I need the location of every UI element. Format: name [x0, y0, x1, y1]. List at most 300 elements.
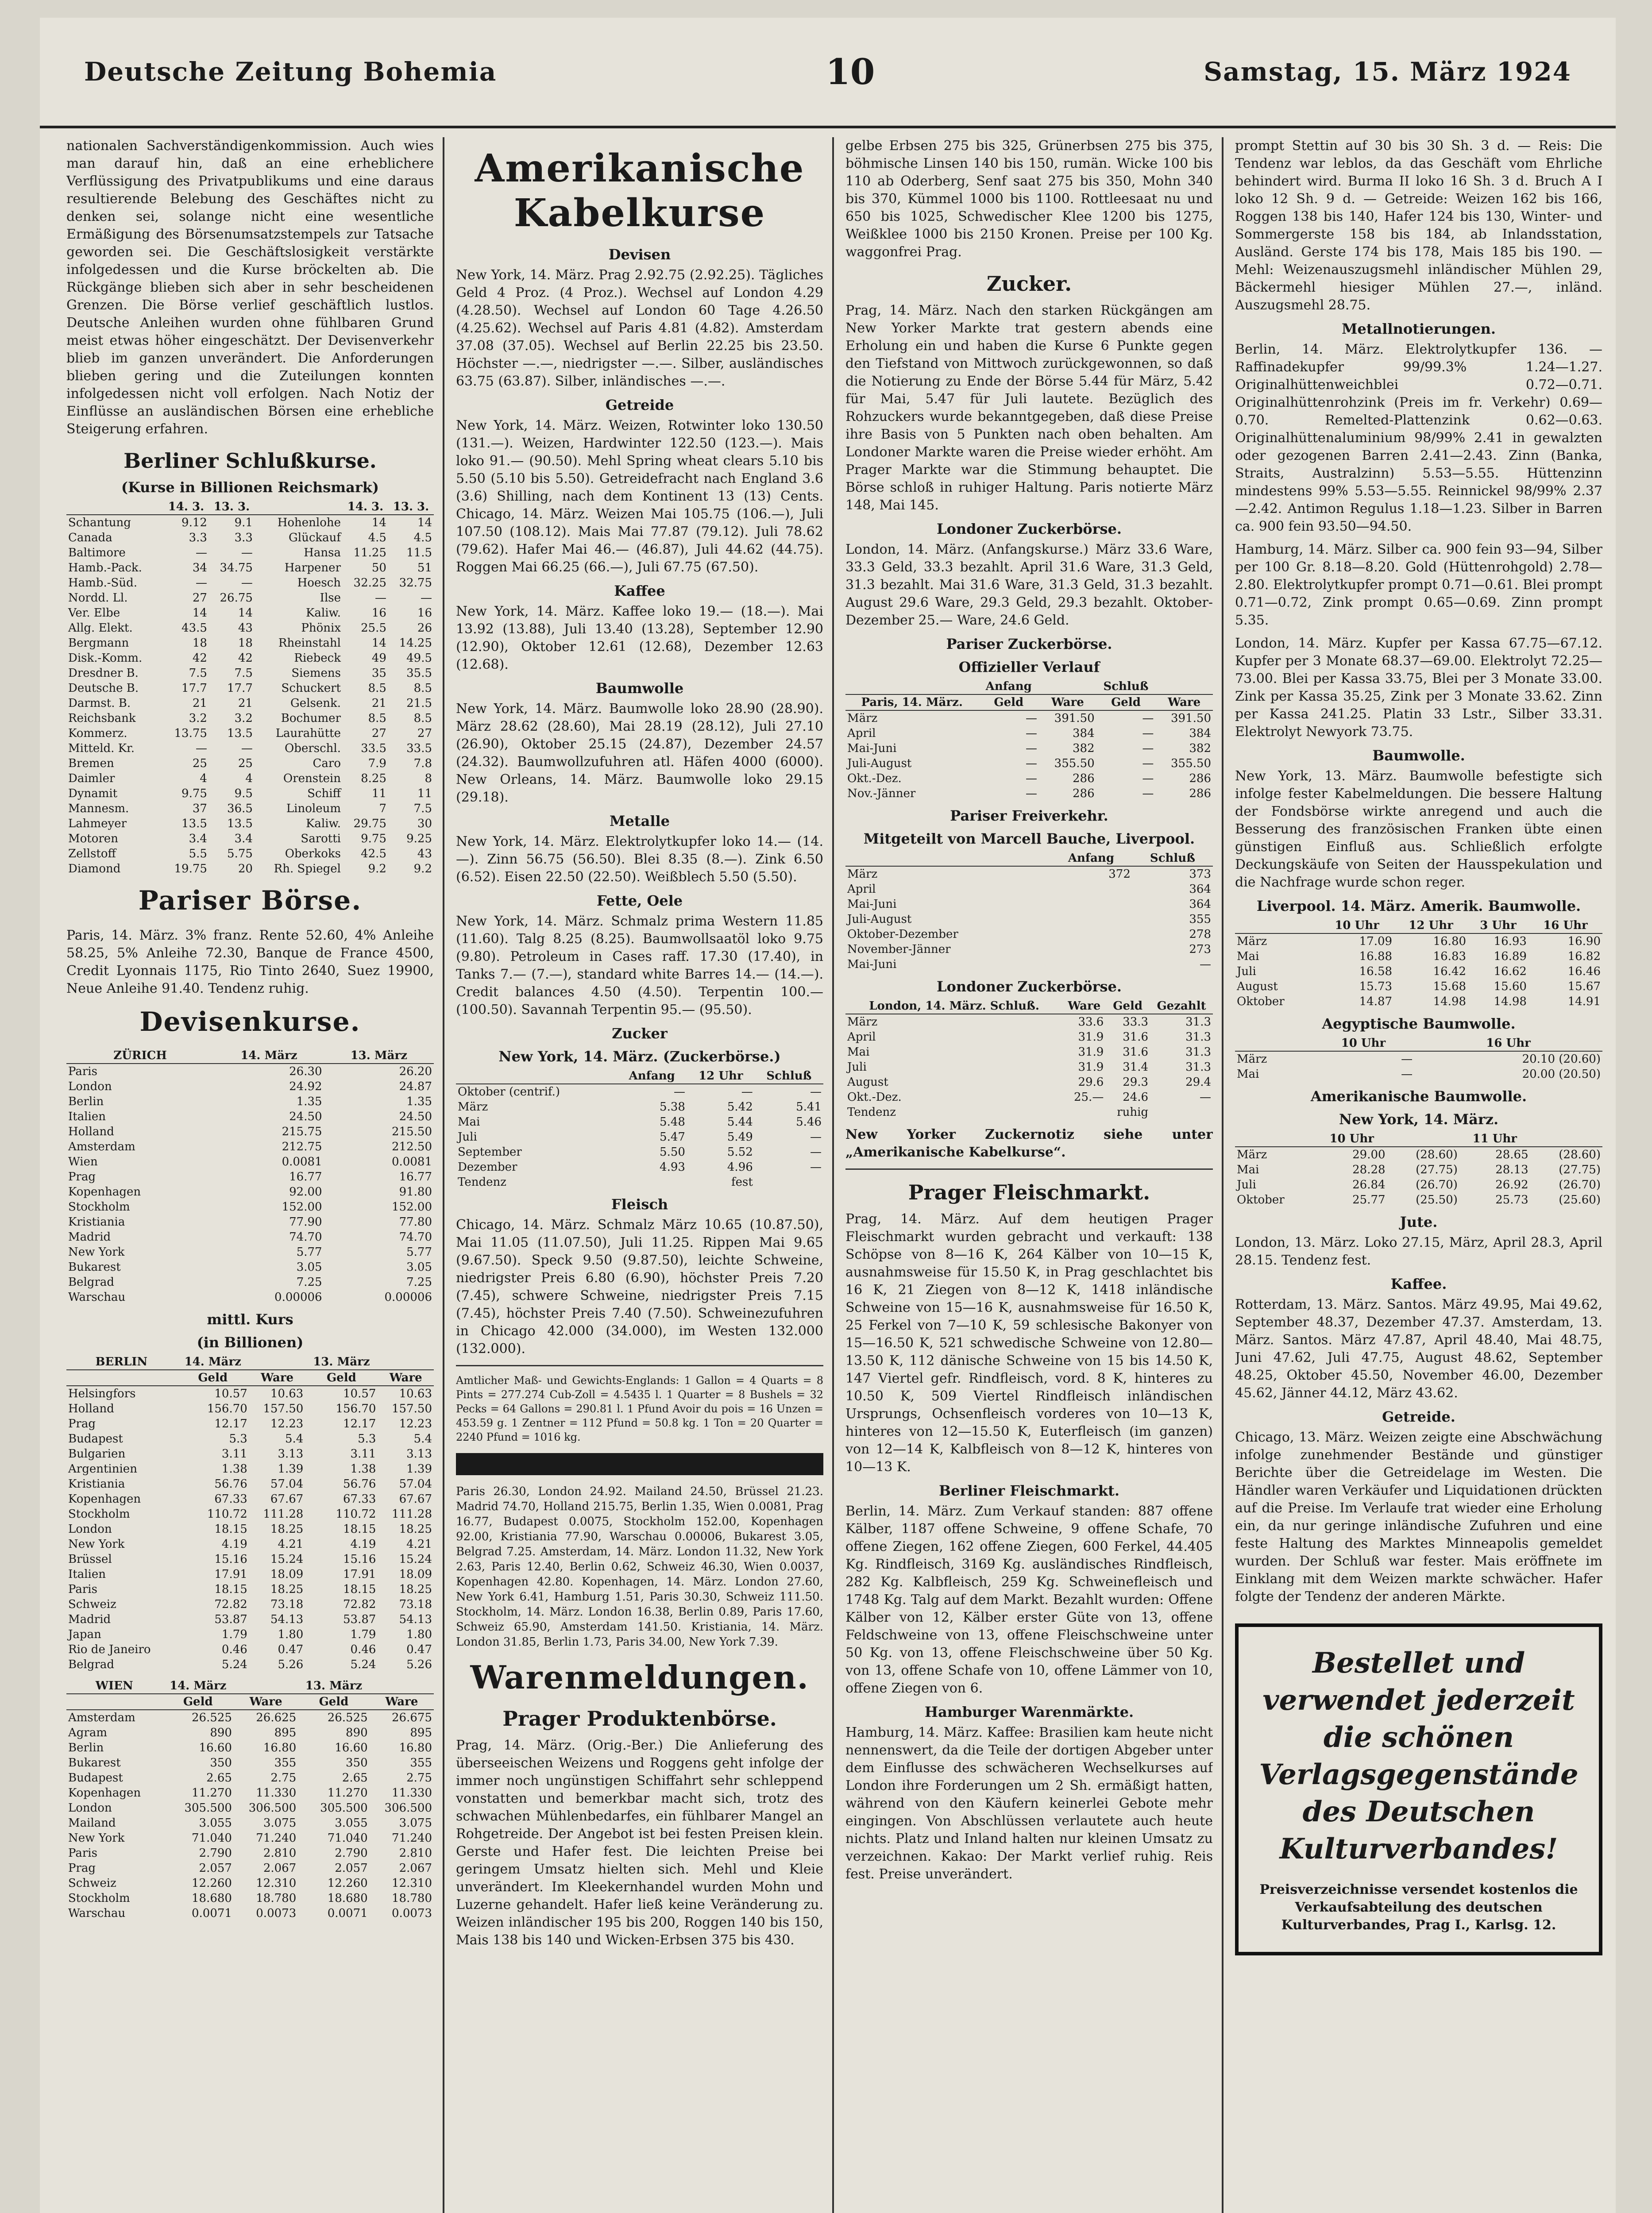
table-header-cell: BERLIN: [66, 1354, 177, 1370]
table-cell: 4.19: [221, 1538, 247, 1551]
table-header-cell: 12 Uhr: [687, 1068, 755, 1084]
table-cell: März: [458, 1100, 488, 1114]
table-cell: 14.91: [1567, 995, 1601, 1008]
table-cell: 14.98: [1433, 995, 1467, 1008]
subsection-heading: New York, 14. März. (Zuckerbörse.): [498, 1048, 781, 1065]
table-row: [66, 1906, 434, 1921]
page-number: 10: [826, 51, 875, 93]
table-cell: 11: [417, 787, 432, 800]
table-cell: 1.79: [350, 1628, 376, 1641]
table-header-cell: London, 14. März. Schluß.: [845, 999, 1063, 1014]
article-text: Hamburg, 14. März. Silber ca. 900 fein 93—94, Silber per 100 Gr. 8.18—8.20. Gold (Hüttenrohgold) 2.78—2.80. Elektrolytkupfer prompt 0.71—0.61. Blei prompt 0.71—0.72, Zink prompt 0.65—0.69. Zinn prompt 5.35.: [1235, 542, 1602, 628]
table-cell: 54.13: [270, 1613, 304, 1626]
table-cell: Okt.-Dez.: [847, 1091, 902, 1104]
table-cell: Disk.-Komm.: [68, 652, 143, 665]
table-cell: 33.5: [361, 742, 386, 755]
table-row: [66, 1214, 434, 1230]
table-cell: 2.810: [263, 1847, 297, 1860]
table-cell: —: [421, 591, 432, 605]
american-cotton-table: [1235, 1131, 1602, 1207]
subsection-heading: Liverpool. 14. März. Amerik. Baumwolle.: [1256, 898, 1581, 914]
table-cell: 29.00: [1352, 1148, 1386, 1161]
table-cell: Kristiania: [68, 1477, 125, 1491]
table-header-cell: 14. März: [214, 1048, 324, 1064]
table-cell: 31.9: [1078, 1045, 1104, 1059]
table-cell: 0.47: [406, 1643, 432, 1656]
table-header-cell: [66, 1370, 177, 1386]
table-cell: 28.65: [1495, 1148, 1528, 1161]
table-note: (in Billionen): [197, 1334, 304, 1351]
table-cell: 30: [417, 817, 432, 830]
table-cell: 72.82: [214, 1598, 247, 1611]
table-header-cell: Ware: [234, 1694, 298, 1710]
table-header-cell: Geld: [177, 1370, 249, 1386]
table-cell: 12.310: [256, 1877, 297, 1890]
table-cell: 12.260: [191, 1877, 232, 1890]
section-subheading: (Kurse in Billionen Reichsmark): [121, 479, 379, 496]
table-row: [845, 756, 1213, 771]
table-cell: (25.50): [1416, 1193, 1458, 1207]
table-cell: Stockholm: [68, 1507, 130, 1521]
table-cell: Hansa: [304, 546, 341, 559]
table-row: [845, 1014, 1213, 1029]
table-header-row: [456, 1068, 823, 1084]
table-cell: 16.80: [263, 1741, 297, 1754]
table-cell: 5.75: [227, 847, 253, 860]
article-text: New York, 14. März. Prag 2.92.75 (2.92.25). Tägliches Geld 4 Proz. (4 Proz.). Wechsel auf London 4.29 (4.28.50). Wechsel auf London 60 Tage 4.26.50 (4.25.62). Wechsel auf Paris 4.81 (4.82). Amsterdam 37.08 (37.05). Wechsel auf Berlin 22.25 bis 23.50. Höchster —.—, niedrigster —.—. Silber, ausländisches 63.75 (63.87). Silber, inländisches —.—.: [456, 267, 823, 389]
table-header-cell: [66, 499, 163, 515]
table-cell: 18.15: [214, 1583, 247, 1596]
subsection-heading: Kaffee: [614, 582, 665, 599]
table-cell: 350: [346, 1756, 368, 1770]
table-cell: 18.25: [399, 1523, 432, 1536]
table-row: [66, 1446, 434, 1461]
table-row: [66, 1416, 434, 1431]
table-cell: fest: [731, 1176, 753, 1189]
divider: [456, 1365, 823, 1366]
divider: [845, 1168, 1213, 1170]
table-row: [845, 1105, 1213, 1120]
table-row: [66, 1109, 434, 1124]
article-text: Berlin, 14. März. Elektrolytkupfer 136. — Raffinadekupfer 99/99.3% 1.24—1.27. Originalhüttenweichblei 0.72—0.71. Originalhüttenrohzink (Preis im fr. Verkehr) 0.69—0.70. Remelted-Plattenzink 0.62—0.63. Originalhüttenaluminium 98/99% 2.41 in gewalzten oder gezogenen Barren 2.41—2.43. Zinn (Banka, Straits, Australzinn) 5.53—5.55. Hüttenzinn mindestens 99% 5.53—5.55. Reinnickel 98/99% 2.37—2.42. Antimon Regulus 1.18—1.23. Silber in Barren ca. 900 fein 93.50—94.50.: [1235, 342, 1602, 534]
table-cell: 67.33: [214, 1492, 247, 1506]
table-cell: 3.3: [189, 531, 207, 544]
table-cell: [1063, 1105, 1105, 1120]
table-cell: 273: [1189, 943, 1211, 956]
table-cell: 16.89: [1494, 950, 1527, 963]
table-row: [66, 1154, 434, 1169]
table-cell: Bukarest: [68, 1261, 121, 1274]
subsection-heading: Jute.: [1400, 1214, 1438, 1230]
table-cell: 5.4: [285, 1432, 304, 1446]
table-cell: 355: [274, 1756, 297, 1770]
table-header-cell: [1155, 679, 1213, 694]
table-cell: [1050, 882, 1132, 897]
table-header-cell: 14. März: [177, 1354, 249, 1370]
table-cell: Juli: [1237, 1178, 1256, 1191]
table-cell: 9.12: [181, 516, 207, 529]
subsection-heading: Fette, Oele: [596, 892, 683, 909]
table-cell: 21: [238, 697, 253, 710]
table-cell: 152.00: [282, 1200, 322, 1214]
table-header-row: [66, 1694, 434, 1710]
table-cell: Stockholm: [68, 1892, 130, 1905]
table-row: [66, 1386, 434, 1401]
table-header-row: [845, 694, 1213, 710]
table-cell: 17.09: [1359, 935, 1393, 948]
table-cell: 5.26: [278, 1658, 304, 1671]
table-cell: 16.58: [1359, 965, 1393, 978]
table-cell: 18.25: [270, 1583, 304, 1596]
table-cell: Mai: [1237, 950, 1259, 963]
table-cell: 156.70: [336, 1402, 376, 1415]
table-header-cell: 14. 3.: [163, 499, 209, 515]
table-header-row: [1235, 1036, 1602, 1051]
table-row: [66, 560, 434, 575]
table-header-row: [66, 1048, 434, 1064]
subsection-heading: Hamburger Warenmärkte.: [924, 1704, 1134, 1720]
table-cell: New York: [68, 1831, 125, 1845]
table-cell: 27: [192, 591, 207, 605]
table-header-cell: Geld: [1096, 694, 1156, 710]
table-cell: 74.70: [399, 1230, 432, 1244]
table-cell: 16: [417, 606, 432, 620]
table-cell: Nordd. Ll.: [68, 591, 128, 605]
table-cell: 18: [238, 636, 253, 650]
table-cell: 9.2: [368, 862, 386, 875]
table-cell: 77.80: [399, 1215, 432, 1229]
table-cell: 71.040: [327, 1831, 368, 1845]
article-text: nationalen Sachverständigenkommission. Auch wies man darauf hin, daß an eine erheblichere Verflüssigung des Privatpublikums und eine daraus resultierende Belebung des Geschäftes nicht zu denken sei, solange nicht eine wesentliche Ermäßigung des Börsenumsatzstempels zur Tatsache geworden sei. Die Geschäftslosigkeit verstärkte infolgedessen und die Kurse bröckelten ab. Die Rückgänge blieben sich aber in sehr bescheidenen Grenzen. Die Börse verlief geschäftlich lustlos. Deutsche Anleihen wurden ohne fühlbaren Grund meist etwas höher eingeschätzt. Der Devisenverkehr blieb im ganzen unverändert. Die Anforderungen blieben gering und die Zuteilungen konnten infolgedessen nicht voll erfolgen. Nach Notiz der Einflüsse an ausländischen Börsen eine erhebliche Steigerung erfahren.: [66, 138, 434, 437]
table-cell: 2.65: [206, 1771, 232, 1785]
table-row: [66, 1184, 434, 1199]
table-cell: 3.055: [335, 1816, 368, 1830]
table-row: [1235, 1162, 1602, 1177]
table-cell: 36.5: [227, 802, 253, 815]
table-header-cell: Schluß: [1132, 851, 1213, 866]
table-cell: —: [1142, 727, 1154, 740]
table-cell: Rheinstahl: [278, 636, 341, 650]
table-row: [66, 756, 434, 771]
table-cell: —: [1026, 727, 1038, 740]
table-cell: 0.47: [278, 1643, 304, 1656]
table-row: [456, 1160, 823, 1175]
table-cell: 25: [238, 757, 253, 770]
table-cell: 4.96: [727, 1160, 753, 1174]
table-header-cell: 10 Uhr: [1320, 918, 1394, 933]
table-cell: 17.7: [227, 682, 253, 695]
table-cell: Bulgarien: [68, 1447, 126, 1461]
table-row: [66, 1079, 434, 1094]
table-cell: 15.67: [1567, 980, 1601, 993]
table-cell: 2.810: [399, 1847, 432, 1860]
table-cell: 16.77: [399, 1170, 432, 1184]
table-cell: 15.73: [1359, 980, 1393, 993]
london-sugar-table: [845, 999, 1213, 1120]
table-header-cell: 10 Uhr: [1312, 1036, 1414, 1051]
table-row: [66, 545, 434, 560]
table-cell: 4.21: [406, 1538, 432, 1551]
article-text: New York, 14. März. Weizen, Rotwinter loko 130.50 (131.—). Weizen, Hardwinter 122.50 (123.—). Mais loko 91.— (90.50). Mehl Spring wheat clears 5.10 bis 5.50 (5.10 bis 5.50). Getreidefracht nach England 3.6 (3.6) Shilling, nach dem Kontinent 13 (13) Cents. Chicago, 14. März. Weizen Mai 105.75 (106.—), Juli 107.50 (108.12). Mais Mai 77.87 (79.12). Juli 78.62 (79.62). Hafer Mai 46.— (46.87), Juli 44.62 (44.75). Roggen Mai 66.25 (66.—), Juli 67.75 (67.50).: [456, 418, 823, 575]
table-row: [66, 861, 434, 876]
table-cell: 2.75: [406, 1771, 432, 1785]
table-header-cell: [249, 1354, 305, 1370]
table-row: [66, 1199, 434, 1214]
table-header-cell: [255, 499, 343, 515]
table-cell: 16.82: [1567, 950, 1601, 963]
table-cell: 18.09: [399, 1568, 432, 1581]
table-cell: 5.4: [413, 1432, 432, 1446]
table-cell: 2.790: [335, 1847, 368, 1860]
table-cell: April: [847, 883, 876, 896]
table-cell: 372: [1108, 867, 1131, 881]
paris-sugar-table: [845, 679, 1213, 801]
table-header-cell: Ware: [249, 1370, 305, 1386]
table-cell: 4: [245, 772, 253, 785]
table-row: [456, 1099, 823, 1114]
table-cell: 49.5: [406, 652, 432, 665]
table-cell: 31.9: [1078, 1060, 1104, 1074]
table-cell: April: [847, 1030, 876, 1044]
table-cell: 21: [371, 697, 386, 710]
table-row: [66, 590, 434, 605]
table-cell: 1.39: [406, 1462, 432, 1476]
table-row: [66, 1094, 434, 1109]
table-header-cell: 13. 3.: [388, 499, 434, 515]
table-cell: 28.13: [1495, 1163, 1528, 1176]
table-cell: Kommerz.: [68, 727, 127, 740]
table-cell: August: [847, 1076, 888, 1089]
table-cell: 34.75: [220, 561, 253, 574]
table-cell: 92.00: [289, 1185, 322, 1199]
table-cell: 31.6: [1123, 1030, 1149, 1044]
table-row: [66, 1582, 434, 1597]
table-cell: 31.3: [1185, 1060, 1211, 1074]
table-cell: 3.13: [278, 1447, 304, 1461]
table-cell: 72.82: [343, 1598, 376, 1611]
table-header-cell: Geld: [305, 1370, 378, 1386]
table-cell: 16.80: [1433, 935, 1467, 948]
table-cell: 3.4: [234, 832, 253, 845]
table-cell: Juli: [847, 1060, 867, 1074]
table-cell: 25: [192, 757, 207, 770]
table-cell: 16.88: [1359, 950, 1393, 963]
cross-reference: New Yorker Zuckernotiz siehe unter „Amerikanische Kabelkurse“.: [845, 1127, 1213, 1160]
table-cell: 18.25: [270, 1523, 304, 1536]
table-cell: Baltimore: [68, 546, 126, 559]
article-text: gelbe Erbsen 275 bis 325, Grünerbsen 275 bis 375, böhmische Linsen 140 bis 150, rumän. Wicke 100 bis 110 ab Oderberg, Senf saat 275 bis 350, Mohn 340 bis 370, Kümmel 1000 bis 1100. Rottleesaat nu und 650 bis 1025, Schwedischer Klee 1200 bis 1275, Weißklee 1000 bis 2150 Kronen. Preise per 100 Kg. waggonfrei Prag.: [845, 138, 1213, 260]
table-cell: —: [1200, 1091, 1211, 1104]
table-cell: 5.5: [189, 847, 207, 860]
table-cell: Stockholm: [68, 1200, 130, 1214]
table-header-cell: Paris, 14. März.: [845, 694, 979, 710]
table-cell: Madrid: [68, 1613, 111, 1626]
table-cell: 5.44: [727, 1115, 753, 1129]
table-cell: 3.3: [234, 531, 253, 544]
table-cell: 7.25: [296, 1276, 322, 1289]
table-cell: 77.90: [289, 1215, 322, 1229]
berlin-stock-table: [66, 499, 434, 876]
table-cell: Prag: [68, 1417, 96, 1430]
table-cell: 0.0071: [191, 1907, 232, 1920]
notice-text: Amtlicher Maß- und Gewichts-Englands: 1 Gallon = 4 Quarts = 8 Pints = 277.274 Cub-Zoll = 4.5435 l. 1 Quarter = 8 Bushels = 32 Pecks = 64 Gallons = 290.81 l. 1 Pfund Avoir du pois = 16 Unzen = 453.59 g. 1 Zentner = 112 Pfund = 50.8 kg. 1 Ton = 20 Quarter = 2240 Pfund = 1016 kg.: [456, 1374, 823, 1443]
article-text: New York, 14. März. Baumwolle loko 28.90 (28.90). März 28.62 (28.60), Mai 28.19 (28.12), Juli 27.10 (26.90), Oktober 25.15 (24.87), Dezember 24.57 (24.32). Baumwollzufuhren atl. Häfen 4000 (6000). New Orleans, 14. März. Baumwolle loko 29.15 (29.18).: [456, 701, 823, 805]
table-cell: 20.10 (20.60): [1522, 1053, 1601, 1066]
table-cell: 27: [371, 727, 386, 740]
table-cell: 13.75: [174, 727, 207, 740]
table-row: [66, 636, 434, 651]
table-row: [66, 1461, 434, 1477]
table-row: [66, 1627, 434, 1642]
table-cell: —: [241, 742, 253, 755]
table-cell: Paris: [68, 1065, 97, 1078]
table-cell: 20.00 (20.50): [1522, 1068, 1601, 1081]
table-header-cell: 12 Uhr: [1394, 918, 1468, 933]
table-note: mittl. Kurs: [207, 1311, 293, 1328]
table-cell: Dezember: [458, 1160, 517, 1174]
table-header-cell: [234, 1678, 298, 1694]
table-row: [1235, 1177, 1602, 1192]
table-cell: März: [847, 1015, 878, 1029]
table-header-cell: [845, 851, 1050, 866]
subsection-heading: Pariser Freiverkehr.: [950, 807, 1108, 824]
newspaper-page: [40, 18, 1616, 2213]
column-4: [1235, 137, 1602, 2213]
table-header-cell: Anfang: [1050, 851, 1132, 866]
table-cell: 29.3: [1123, 1076, 1149, 1089]
table-row: [845, 882, 1213, 897]
table-cell: 29.75: [353, 817, 386, 830]
table-header-cell: 14. 3.: [343, 499, 388, 515]
table-cell: 16.60: [335, 1741, 368, 1754]
table-cell: 305.500: [320, 1801, 368, 1815]
table-cell: 32.25: [353, 576, 386, 590]
table-cell: Warschau: [68, 1907, 126, 1920]
table-cell: Bergmann: [68, 636, 129, 650]
table-cell: 2.057: [199, 1862, 232, 1875]
table-cell: 13.5: [227, 817, 253, 830]
column-3: [845, 137, 1213, 2213]
table-row: [1235, 1147, 1602, 1162]
table-cell: Madrid: [68, 1230, 111, 1244]
table-cell: Harpener: [284, 561, 341, 574]
table-cell: 37: [192, 802, 207, 815]
table-header-cell: 13. März: [305, 1354, 378, 1370]
table-cell: Bukarest: [68, 1756, 121, 1770]
table-cell: 157.50: [392, 1402, 432, 1415]
table-row: [66, 1770, 434, 1785]
table-cell: 31.3: [1185, 1015, 1211, 1029]
table-cell: 3.11: [221, 1447, 247, 1461]
table-cell: 51: [417, 561, 432, 574]
table-cell: Mai: [458, 1115, 480, 1129]
table-row: [66, 1597, 434, 1612]
table-row: [66, 1642, 434, 1657]
table-cell: 12.260: [327, 1877, 368, 1890]
table-cell: 5.49: [727, 1130, 753, 1144]
table-row: [456, 1084, 823, 1099]
table-cell: 14: [417, 516, 432, 529]
table-row: [66, 1492, 434, 1507]
table-header-cell: Gezahlt: [1150, 999, 1213, 1014]
table-cell: 12.23: [270, 1417, 304, 1430]
table-cell: 5.52: [727, 1145, 753, 1159]
table-cell: Japan: [68, 1628, 101, 1641]
table-cell: —: [810, 1160, 822, 1174]
table-cell: 67.67: [399, 1492, 432, 1506]
table-row: [456, 1114, 823, 1130]
table-cell: 5.77: [406, 1245, 432, 1259]
table-cell: Glückauf: [288, 531, 341, 544]
table-cell: 11.25: [353, 546, 386, 559]
table-row: [66, 741, 434, 756]
table-cell: 18.680: [191, 1892, 232, 1905]
table-cell: 18.15: [214, 1523, 247, 1536]
article-text: New York, 14. März. Elektrolytkupfer loko 14.— (14.—). Zinn 56.75 (56.50). Blei 8.35 (8.—). Zink 6.50 (6.52). Eisen 22.50 (22.50). Weißblech 5.50 (5.50).: [456, 834, 823, 885]
table-header-cell: Ware: [1039, 694, 1096, 710]
table-cell: 1.79: [221, 1628, 247, 1641]
table-cell: März: [847, 712, 878, 725]
table-row: [66, 1891, 434, 1906]
table-row: [1235, 964, 1602, 979]
table-cell: 4.93: [660, 1160, 685, 1174]
table-cell: Hoesch: [297, 576, 341, 590]
table-row: [1235, 949, 1602, 964]
table-cell: Rh. Spiegel: [274, 862, 341, 875]
table-row: [66, 1245, 434, 1260]
table-cell: 16.90: [1567, 935, 1601, 948]
table-cell: 3.075: [263, 1816, 297, 1830]
table-cell: Holland: [68, 1125, 114, 1138]
table-cell: (28.60): [1559, 1148, 1601, 1161]
table-cell: 26.75: [220, 591, 253, 605]
table-row: [1235, 933, 1602, 949]
section-title: Amerikanische Kabelkurse: [475, 146, 805, 235]
table-cell: 5.24: [350, 1658, 376, 1671]
table-cell: 8.25: [361, 772, 386, 785]
table-cell: 215.75: [282, 1125, 322, 1138]
table-header-cell: 3 Uhr: [1468, 918, 1528, 933]
table-cell: Linoleum: [286, 802, 341, 815]
table-row: [66, 816, 434, 831]
table-row: [66, 1816, 434, 1831]
article-text: London, 14. März. Kupfer per Kassa 67.75—67.12. Kupfer per 3 Monate 68.37—69.00. Elektrolyt 72.25—73.00. Blei per Kassa 33.75, Blei per 3 Monate 33.00. Zink per Kassa 35.25, Zink per 3 Monate 33.62. Zinn per Kassa 241.25. Platin 33 Lstr., Silber 33.31. Elektrolyt Newyork 73.75.: [1235, 636, 1602, 740]
table-cell: —: [1026, 772, 1038, 785]
section-heading: Devisenkurse.: [139, 1006, 361, 1037]
table-cell: 111.28: [263, 1507, 304, 1521]
table-cell: Rio de Janeiro: [68, 1643, 151, 1656]
table-cell: [1050, 942, 1132, 957]
table-cell: Riebeck: [294, 652, 341, 665]
table-header-row: [845, 679, 1213, 694]
table-row: [845, 1029, 1213, 1045]
table-cell: Diamond: [68, 862, 121, 875]
table-cell: 364: [1189, 883, 1211, 896]
table-cell: Zellstoff: [68, 847, 116, 860]
table-cell: Holland: [68, 1402, 114, 1415]
section-title: Warenmeldungen.: [470, 1658, 809, 1696]
table-cell: Kaliw.: [306, 606, 341, 620]
table-cell: 15.16: [343, 1553, 376, 1566]
table-cell: 31.3: [1185, 1045, 1211, 1059]
table-cell: —: [1142, 757, 1154, 770]
table-cell: Oktober: [1237, 995, 1285, 1008]
table-cell: Mai: [1237, 1068, 1259, 1081]
table-cell: November-Jänner: [847, 943, 951, 956]
table-cell: Schweiz: [68, 1877, 116, 1890]
table-cell: 18: [192, 636, 207, 650]
table-cell: (27.75): [1416, 1163, 1458, 1176]
